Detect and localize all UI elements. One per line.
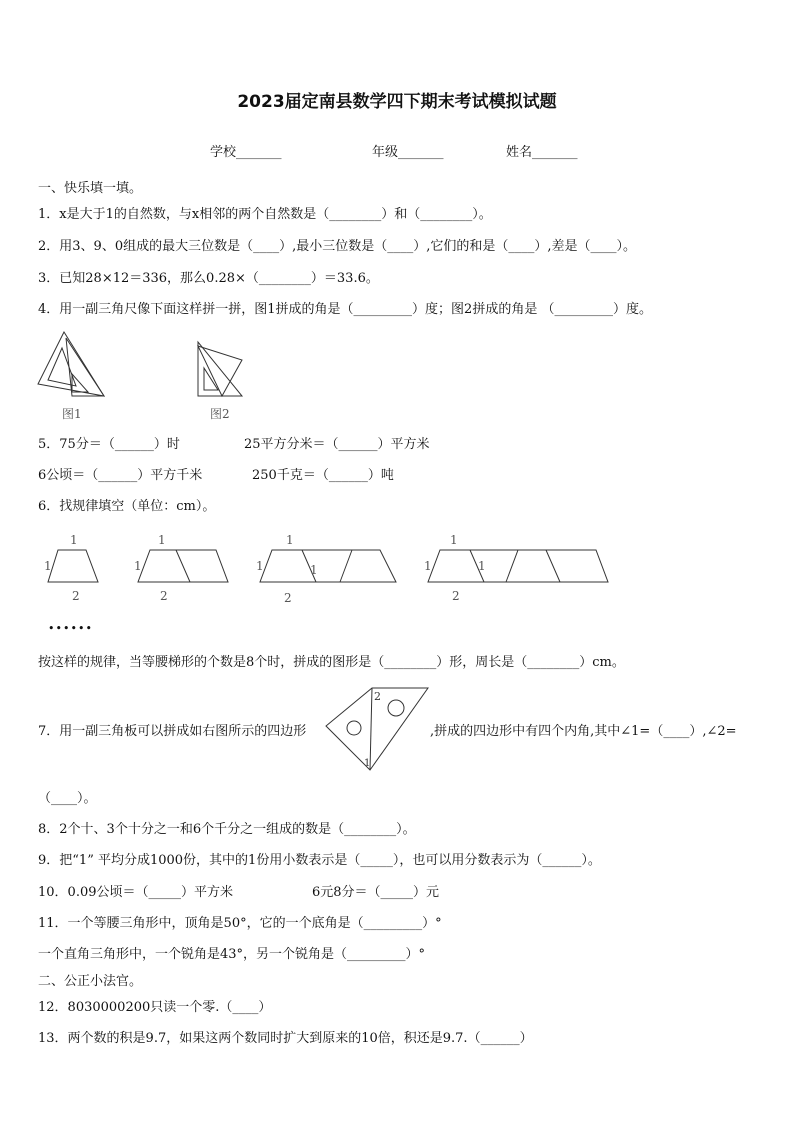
question-11b: 一个直角三角形中，一个锐角是43°，另一个锐角是（_________）°: [38, 947, 426, 962]
figure-1-label: 图1: [62, 407, 82, 421]
trap-label-side: 1: [44, 559, 52, 573]
trap-label-top: 1: [286, 533, 294, 547]
trap-label-bottom: 2: [284, 591, 292, 605]
trapezoid-pattern-figure: [40, 530, 610, 610]
trap-label-side: 1: [424, 559, 432, 573]
trap-label-side: 1: [478, 559, 486, 573]
question-5a: 5．75分＝（______）时: [38, 437, 180, 452]
trap-label-bottom: 2: [72, 589, 80, 603]
section-heading-2: 二、公正小法官。: [38, 974, 143, 989]
trap-label-side: 1: [310, 563, 318, 577]
grade-field: 年级_______: [372, 145, 444, 160]
page-title: 2023届定南县数学四下期末考试模拟试题: [237, 92, 557, 112]
trap-label-side: 1: [256, 559, 264, 573]
question-5b: 25平方分米＝（______）平方米: [244, 437, 430, 452]
question-7-part-a: 7．用一副三角板可以拼成如右图所示的四边形: [38, 724, 307, 739]
angle-2-label: 2: [374, 690, 381, 703]
name-field: 姓名_______: [506, 145, 578, 160]
question-6-rule: 按这样的规律，当等腰梯形的个数是8个时，拼成的图形是（________）形，周长是（________）cm。: [38, 655, 625, 670]
question-3: 3．已知28×12＝336，那么0.28×（________）＝33.6。: [38, 271, 379, 286]
question-7-part-c: （____）。: [38, 791, 97, 806]
question-1: 1．x是大于1的自然数，与x相邻的两个自然数是（________）和（________）。: [38, 207, 492, 222]
figure-2-triangles: [192, 340, 248, 400]
question-10a: 10．0.09公顷＝（_____）平方米: [38, 885, 233, 900]
question-6: 6．找规律填空（单位：cm）。: [38, 499, 216, 514]
trap-label-top: 1: [70, 533, 78, 547]
trap-label-side: 1: [134, 559, 142, 573]
question-11a: 11．一个等腰三角形中，顶角是50°，它的一个底角是（_________）°: [38, 916, 442, 931]
trap-label-bottom: 2: [160, 589, 168, 603]
question-10b: 6元8分＝（_____）元: [312, 885, 440, 900]
school-field: 学校_______: [210, 145, 282, 160]
question-9: 9．把“1” 平均分成1000份，其中的1份用小数表示是（_____），也可以用分数表示为（______）。: [38, 853, 601, 868]
figure-1-triangles: [34, 330, 114, 402]
set-square-quadrilateral: [324, 684, 430, 772]
question-7-part-b: ,拼成的四边形中有四个内角,其中∠1=（____）,∠2=: [430, 724, 737, 739]
question-12: 12．8030000200只读一个零.（____）: [38, 1000, 272, 1015]
section-heading-1: 一、快乐填一填。: [38, 181, 143, 196]
question-4: 4．用一副三角尺像下面这样拼一拼，图1拼成的角是（_________）度；图2拼成的角是 （_________）度。: [38, 302, 652, 317]
continuation-dots: ••••••: [48, 622, 93, 635]
trap-label-bottom: 2: [452, 589, 460, 603]
trap-label-top: 1: [450, 533, 458, 547]
angle-1-label: 1: [364, 758, 371, 769]
question-5c: 6公顷＝（______）平方千米: [38, 468, 203, 483]
trap-label-top: 1: [158, 533, 166, 547]
question-13: 13．两个数的积是9.7，如果这两个数同时扩大到原来的10倍，积还是9.7.（______）: [38, 1031, 533, 1046]
question-2: 2．用3、9、0组成的最大三位数是（____）,最小三位数是（____）,它们的和是（____）,差是（____）。: [38, 239, 636, 254]
question-5d: 250千克＝（______）吨: [252, 468, 394, 483]
question-8: 8．2个十、3个十分之一和6个千分之一组成的数是（________）。: [38, 822, 416, 837]
figure-2-label: 图2: [210, 407, 230, 421]
